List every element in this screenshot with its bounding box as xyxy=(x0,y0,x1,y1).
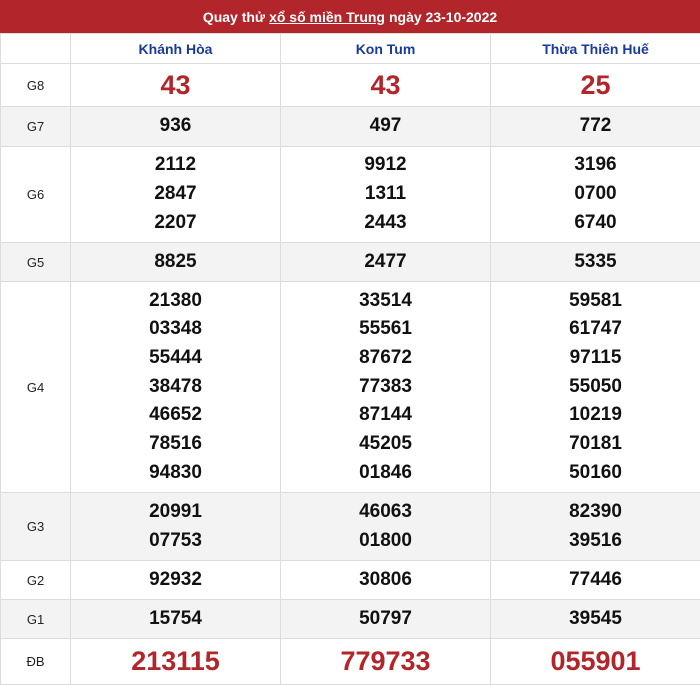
prize-value: 87144 xyxy=(281,401,490,430)
province-thua-thien-hue[interactable]: Thừa Thiên Huế xyxy=(491,34,700,64)
prize-value: 01800 xyxy=(281,527,490,556)
prize-value: 936 xyxy=(71,107,281,147)
special-prize-value: 779733 xyxy=(281,639,491,685)
prize-value: 78516 xyxy=(71,430,280,459)
prize-label: G3 xyxy=(1,493,71,561)
prize-row-g7 xyxy=(1,107,700,147)
prize-label: G4 xyxy=(1,282,71,493)
prize-value: 33514 xyxy=(281,287,490,316)
prize-cell xyxy=(281,493,491,561)
prize-value: 43 xyxy=(281,64,491,107)
prize-value: 15754 xyxy=(71,600,281,639)
prize-value: 38478 xyxy=(71,373,280,402)
prize-value: 59581 xyxy=(491,287,700,316)
prize-value: 2112 xyxy=(71,151,280,180)
prize-value: 77446 xyxy=(491,561,700,600)
prize-value: 1311 xyxy=(281,180,490,209)
prize-value: 39545 xyxy=(491,600,700,639)
prize-row-g6 xyxy=(1,147,700,243)
prize-value: 55444 xyxy=(71,344,280,373)
prize-value: 46652 xyxy=(71,401,280,430)
prize-value: 82390 xyxy=(491,498,700,527)
prize-value: 772 xyxy=(491,107,700,147)
header-empty-cell xyxy=(1,34,71,64)
title-date: ngày 23-10-2022 xyxy=(389,9,497,25)
prize-value: 70181 xyxy=(491,430,700,459)
prize-value: 97115 xyxy=(491,344,700,373)
prize-value: 39516 xyxy=(491,527,700,556)
prize-row-g1 xyxy=(1,600,700,639)
prize-label: G5 xyxy=(1,243,71,282)
prize-row-g5 xyxy=(1,243,700,282)
prize-label: G7 xyxy=(1,107,71,147)
prize-value: 50160 xyxy=(491,459,700,488)
prize-value: 8825 xyxy=(71,243,281,282)
prize-label: G1 xyxy=(1,600,71,639)
prize-cell xyxy=(281,282,491,493)
province-khanh-hoa[interactable]: Khánh Hòa xyxy=(71,34,281,64)
prize-label: G6 xyxy=(1,147,71,243)
prize-row-g4 xyxy=(1,282,700,493)
prize-value: 55050 xyxy=(491,373,700,402)
prize-value: 61747 xyxy=(491,315,700,344)
prize-label: G8 xyxy=(1,64,71,107)
prize-row-g2 xyxy=(1,561,700,600)
prize-cell xyxy=(281,147,491,243)
prize-cell xyxy=(71,282,281,493)
prize-cell xyxy=(491,493,700,561)
province-header-row xyxy=(1,34,700,64)
prize-value: 55561 xyxy=(281,315,490,344)
special-prize-value: 213115 xyxy=(71,639,281,685)
results-title-bar xyxy=(0,0,700,33)
prize-value: 77383 xyxy=(281,373,490,402)
prize-value: 5335 xyxy=(491,243,700,282)
prize-value: 94830 xyxy=(71,459,280,488)
prize-row-g8 xyxy=(1,64,700,107)
prize-value: 9912 xyxy=(281,151,490,180)
prize-value: 45205 xyxy=(281,430,490,459)
province-kon-tum[interactable]: Kon Tum xyxy=(281,34,491,64)
prize-value: 10219 xyxy=(491,401,700,430)
prize-cell xyxy=(71,493,281,561)
title-link[interactable]: xổ số miền Trung xyxy=(269,9,385,25)
prize-label: G2 xyxy=(1,561,71,600)
prize-value: 30806 xyxy=(281,561,491,600)
special-prize-value: 055901 xyxy=(491,639,700,685)
prize-cell xyxy=(491,282,700,493)
prize-value: 2207 xyxy=(71,209,280,238)
prize-value: 0700 xyxy=(491,180,700,209)
prize-value: 3196 xyxy=(491,151,700,180)
prize-row-g3 xyxy=(1,493,700,561)
prize-value: 87672 xyxy=(281,344,490,373)
prize-value: 6740 xyxy=(491,209,700,238)
prize-label: ĐB xyxy=(1,639,71,685)
prize-value: 2477 xyxy=(281,243,491,282)
prize-cell xyxy=(71,147,281,243)
prize-value: 21380 xyxy=(71,287,280,316)
prize-value: 2443 xyxy=(281,209,490,238)
prize-value: 43 xyxy=(71,64,281,107)
prize-row-special xyxy=(1,639,700,685)
prize-cell xyxy=(491,147,700,243)
prize-value: 2847 xyxy=(71,180,280,209)
prize-value: 497 xyxy=(281,107,491,147)
prize-value: 01846 xyxy=(281,459,490,488)
prize-value: 20991 xyxy=(71,498,280,527)
prize-value: 46063 xyxy=(281,498,490,527)
title-prefix: Quay thử xyxy=(203,9,265,25)
prize-value: 03348 xyxy=(71,315,280,344)
results-table xyxy=(0,33,700,685)
prize-value: 25 xyxy=(491,64,700,107)
prize-value: 50797 xyxy=(281,600,491,639)
prize-value: 92932 xyxy=(71,561,281,600)
prize-value: 07753 xyxy=(71,527,280,556)
